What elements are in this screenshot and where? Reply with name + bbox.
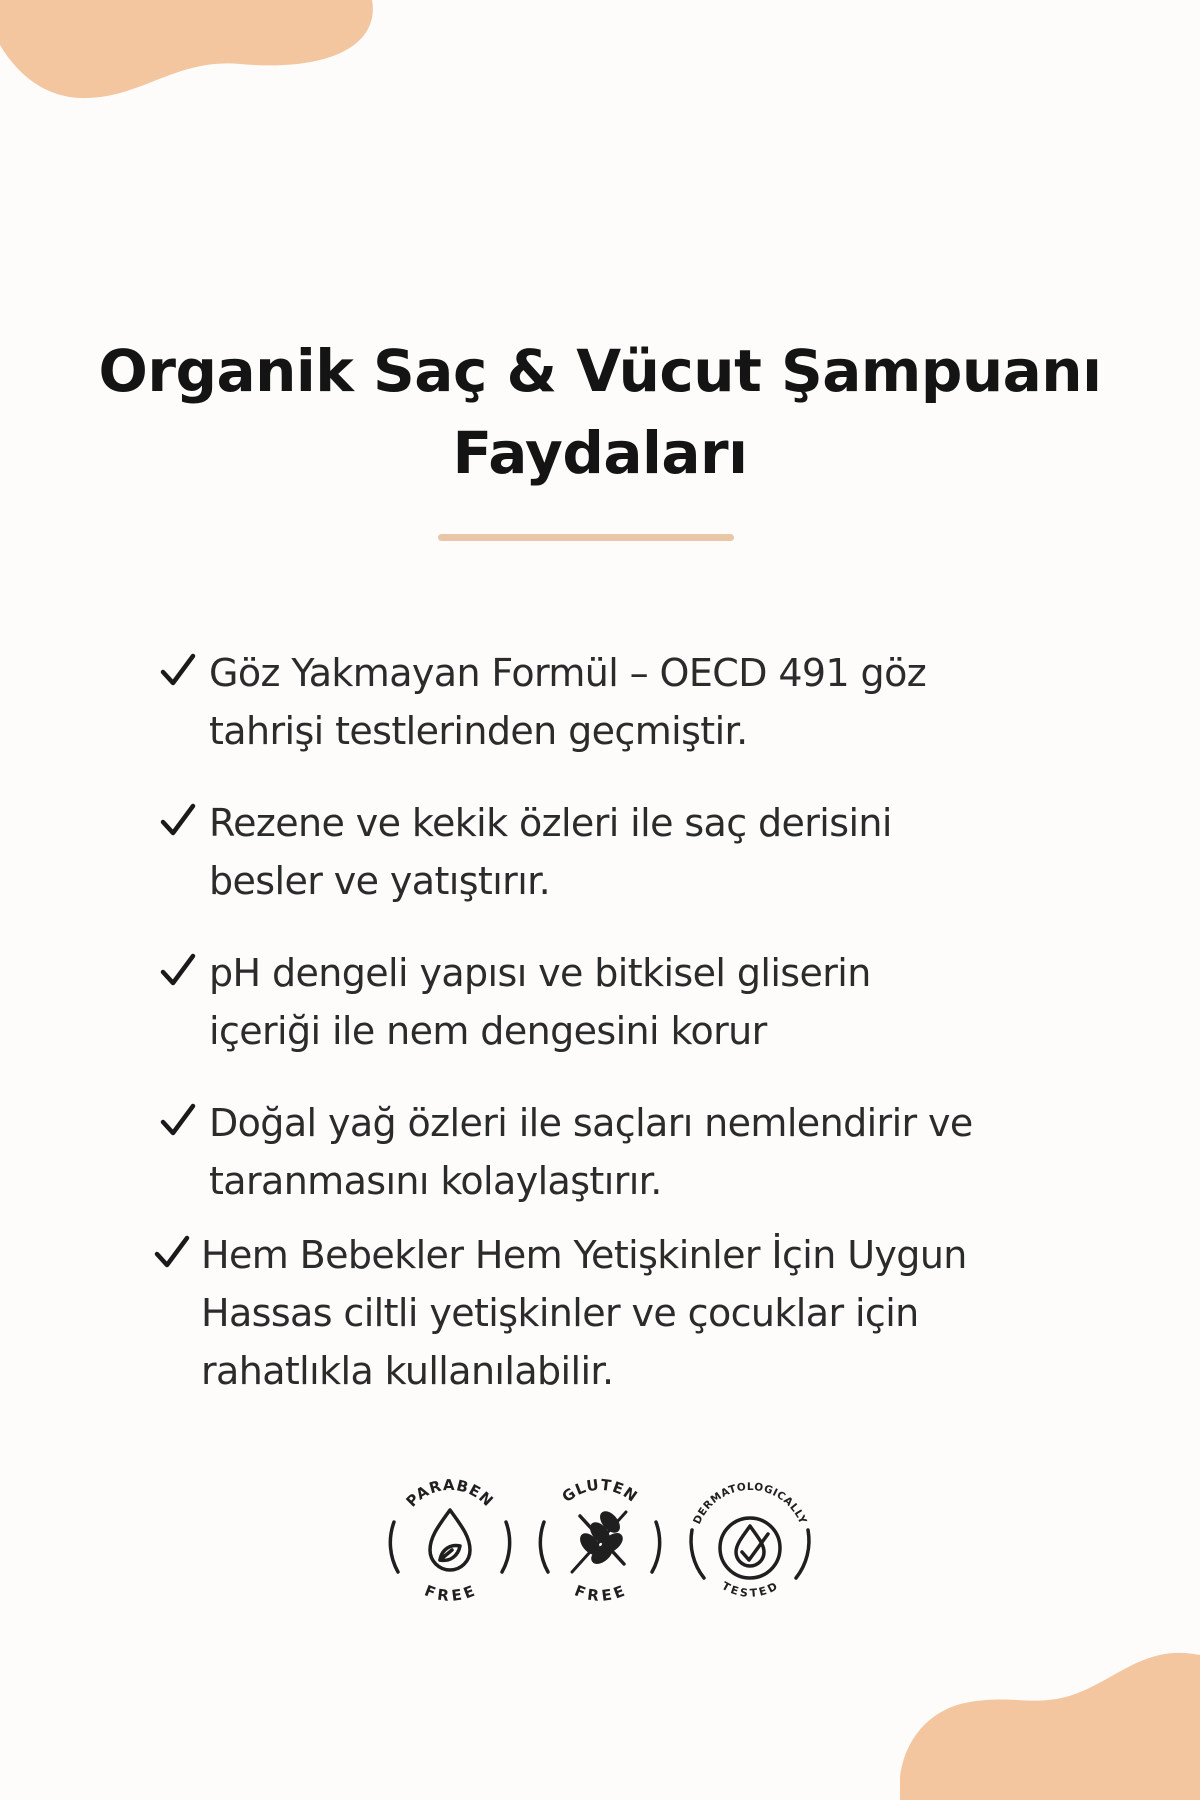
wheat-crossed-icon (572, 1510, 626, 1572)
benefit-text (201, 1226, 1061, 1400)
benefit-line: besler ve yatıştırır. (209, 859, 551, 903)
badge-top-text: DERMATOLOGICALLY (691, 1480, 809, 1527)
drop-leaf-icon (430, 1510, 470, 1570)
svg-text:TESTED (720, 1579, 781, 1600)
certification-badges (380, 1460, 820, 1610)
badge-bottom-text: FREE (572, 1581, 628, 1605)
gluten-free-badge (530, 1460, 670, 1610)
benefit-line: pH dengeli yapısı ve bitkisel gliserin (209, 951, 871, 995)
page-title-line-2: Faydaları (452, 419, 748, 487)
benefit-text (209, 794, 1069, 910)
svg-text:PARABEN (403, 1476, 498, 1511)
svg-text:GLUTEN (559, 1476, 642, 1506)
dermatologically-tested-badge (680, 1460, 820, 1610)
checkmark-icon (154, 1232, 190, 1272)
checkmark-icon (160, 1100, 196, 1140)
paraben-free-badge (380, 1460, 520, 1610)
benefit-line: Göz Yakmayan Formül – OECD 491 göz (209, 651, 927, 695)
benefit-line: Hassas ciltli yetişkinler ve çocuklar için (201, 1291, 919, 1335)
page-title-line-1: Organik Saç & Vücut Şampuanı (98, 337, 1102, 405)
badge-bottom-text: FREE (422, 1581, 478, 1605)
svg-text:FREE (572, 1582, 628, 1605)
benefit-line: Rezene ve kekik özleri ile saç derisini (209, 801, 892, 845)
badge-top-text: PARABEN (402, 1475, 498, 1511)
benefit-line: tahrişi testlerinden geçmiştir. (209, 709, 748, 753)
benefit-line: Hem Bebekler Hem Yetişkinler İçin Uygun (201, 1233, 967, 1277)
benefit-text (209, 1094, 1069, 1210)
benefit-text (209, 944, 1069, 1060)
benefit-line: içeriği ile nem dengesini korur (209, 1009, 767, 1053)
badge-top-text: GLUTEN (558, 1475, 642, 1506)
benefit-text (209, 644, 1069, 760)
checkmark-icon (160, 950, 196, 990)
benefit-line: taranmasını kolaylaştırır. (209, 1159, 662, 1203)
badge-bottom-text: TESTED (719, 1579, 781, 1600)
benefit-line: Doğal yağ özleri ile saçları nemlendirir ve (209, 1101, 973, 1145)
drop-check-icon (720, 1518, 780, 1578)
checkmark-icon (160, 800, 196, 840)
checkmark-icon (160, 650, 196, 690)
benefit-line: rahatlıkla kullanılabilir. (201, 1349, 614, 1393)
svg-text:FREE (422, 1582, 478, 1605)
